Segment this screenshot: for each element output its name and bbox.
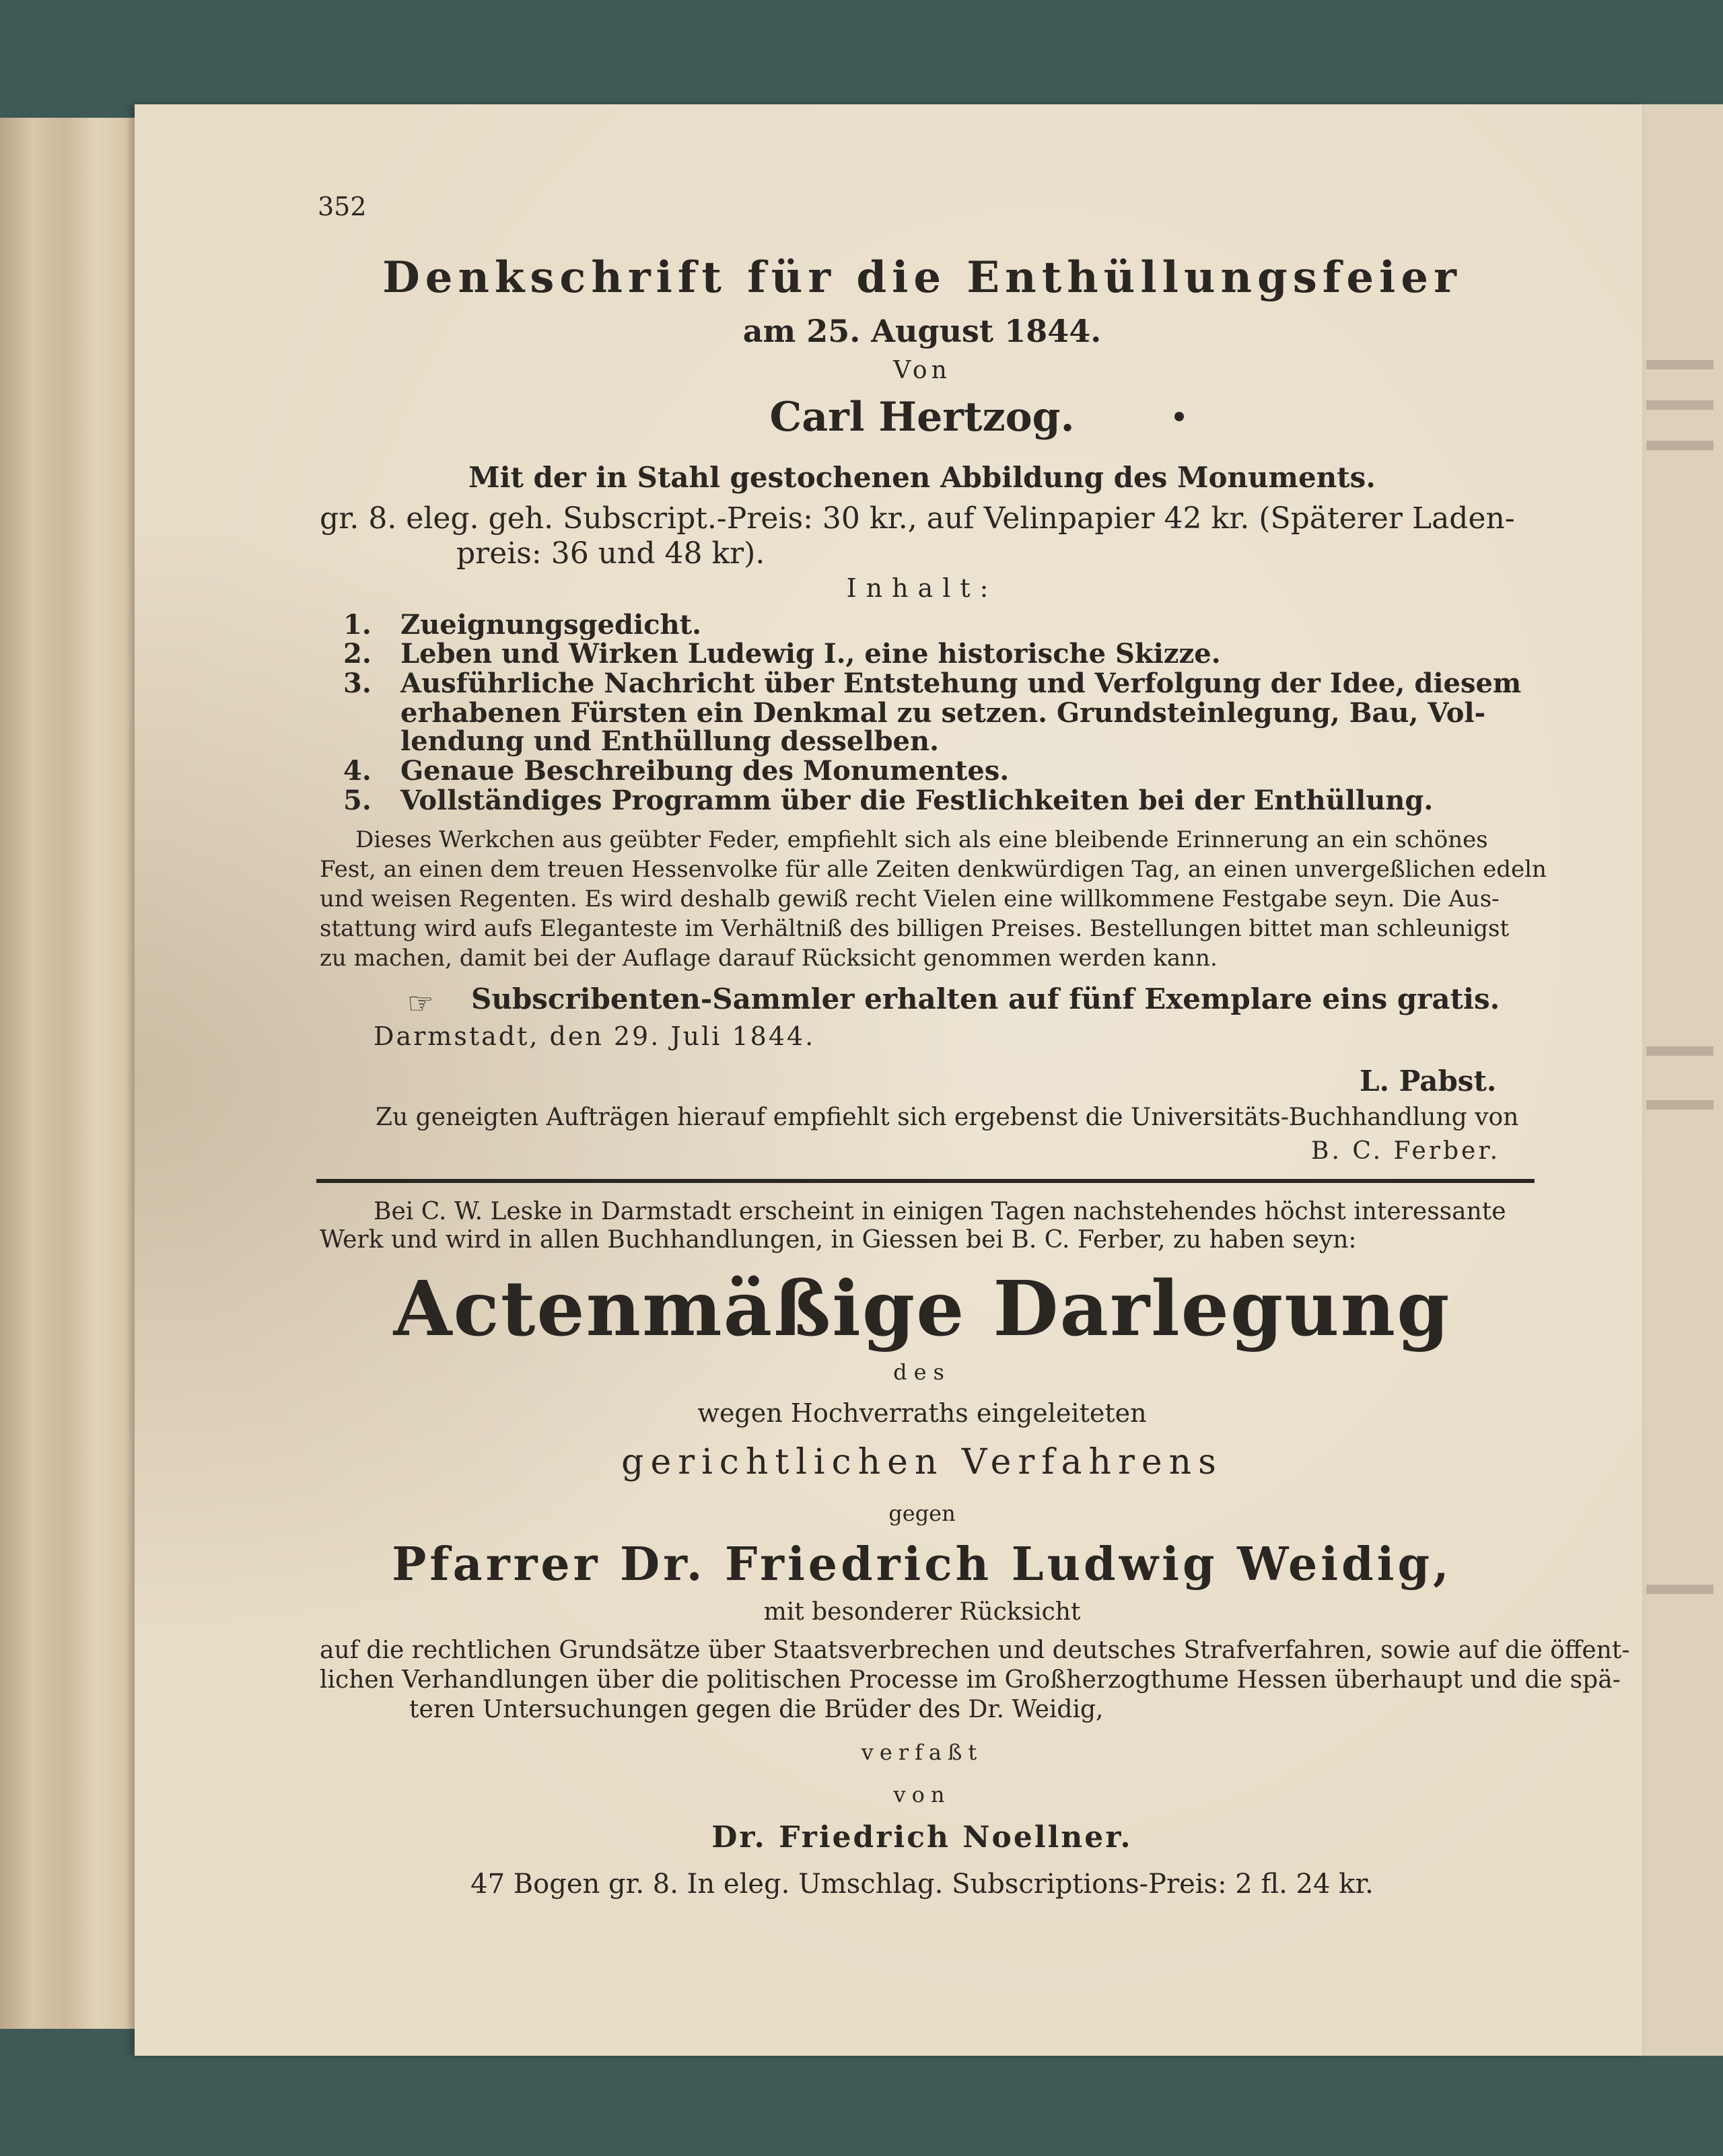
notice1-author: Carl Hertzog. — [769, 394, 1075, 441]
notice2-intro-line: Bei C. W. Leske in Darmstadt erscheint in einigen Tagen nachstehendes höchst interessante — [374, 1198, 1506, 1225]
notice1-by: Von — [893, 357, 951, 384]
contents-item: erhabenen Fürsten ein Denkmal zu setzen. Grundsteinlegung, Bau, Vol- — [400, 697, 1486, 729]
notice2-description-line: teren Untersuchungen gegen die Brüder des Dr. Weidig, — [409, 1696, 1104, 1723]
contents-number: 2. — [343, 638, 372, 670]
contents-number: 4. — [343, 755, 372, 787]
place-date: Darmstadt, den 29. Juli 1844. — [374, 1021, 816, 1051]
notice1-subtitle: Mit der in Stahl gestochenen Abbildung des Monuments. — [468, 461, 1376, 494]
bleed-through-mark — [1646, 400, 1714, 410]
notice2-verfahren: gerichtlichen Verfahrens — [621, 1442, 1223, 1482]
recommendation-line: Zu geneigten Aufträgen hierauf empfiehlt sich ergebenst die Universitäts-Buchhandlung von — [376, 1104, 1519, 1131]
subscribers-note: Subscribenten-Sammler erhalten auf fünf Exemplare eins gratis. — [471, 982, 1500, 1015]
contents-item: lendung und Enthüllung desselben. — [400, 725, 939, 757]
contents-number: 3. — [343, 668, 372, 699]
notice2-gegen: gegen — [888, 1501, 956, 1526]
ornament-dot — [1174, 412, 1184, 421]
notice2-wegen: wegen Hochverraths eingeleiteten — [697, 1398, 1147, 1428]
contents-item: Leben und Wirken Ludewig I., eine historische Skizze. — [400, 638, 1221, 670]
notice2-des: des — [893, 1359, 951, 1385]
bleed-through-mark — [1646, 441, 1714, 450]
notice1-price-line: preis: 36 und 48 kr). — [456, 536, 765, 571]
notice2-intro-line: Werk und wird in allen Buchhandlungen, in Giessen bei B. C. Ferber, zu haben seyn: — [320, 1226, 1357, 1254]
section-divider — [316, 1179, 1535, 1183]
notice2-title: Actenmäßige Darlegung — [393, 1265, 1451, 1353]
contents-item: Zueignungsgedicht. — [400, 609, 702, 641]
notice2-defendant: Pfarrer Dr. Friedrich Ludwig Weidig, — [392, 1538, 1452, 1591]
notice2-author: Dr. Friedrich Noellner. — [711, 1820, 1133, 1855]
bleed-through-mark — [1646, 1585, 1714, 1594]
notice2-price-footer: 47 Bogen gr. 8. In eleg. Umschlag. Subscriptions-Preis: 2 fl. 24 kr. — [470, 1869, 1374, 1900]
notice1-paragraph-line: zu machen, damit bei der Auflage darauf Rücksicht genommen werden kann. — [320, 945, 1218, 972]
contents-heading: Inhalt: — [846, 573, 998, 603]
contents-number: 5. — [343, 785, 372, 816]
page-number: 352 — [318, 192, 367, 221]
notice2-mit: mit besonderer Rücksicht — [763, 1598, 1081, 1626]
contents-item: Ausführliche Nachricht über Entstehung und Verfolgung der Idee, diesem — [400, 668, 1522, 699]
notice1-paragraph-line: Fest, an einen dem treuen Hessenvolke für alle Zeiten denkwürdigen Tag, an einen unvergeßlichen edeln — [320, 856, 1547, 883]
pointing-hand-icon: ☞ — [407, 986, 434, 1021]
contents-item: Vollständiges Programm über die Festlichkeiten bei der Enthüllung. — [400, 785, 1434, 816]
notice1-price-line: gr. 8. eleg. geh. Subscript.-Preis: 30 kr., auf Velinpapier 42 kr. (Späterer Laden- — [320, 501, 1515, 536]
notice2-von: von — [893, 1782, 951, 1807]
notice2-verfasst: verfaßt — [861, 1739, 983, 1765]
notice1-paragraph-line: stattung wird aufs Eleganteste im Verhältniß des billigen Preises. Bestellungen bittet man schleunigst — [320, 915, 1510, 942]
notice2-description-line: auf die rechtlichen Grundsätze über Staatsverbrechen und deutsches Strafverfahren, sowie auf die öffent- — [320, 1637, 1630, 1664]
notice1-paragraph-line: Dieses Werkchen aus geübter Feder, empfiehlt sich als eine bleibende Erinnerung an ein schönes — [355, 826, 1488, 853]
notice1-date: am 25. August 1844. — [742, 313, 1102, 349]
notice2-description-line: lichen Verhandlungen über die politischen Processe im Großherzogthume Hessen überhaupt und die spä- — [320, 1666, 1621, 1694]
bleed-through-mark — [1646, 1100, 1714, 1110]
notice1-paragraph-line: und weisen Regenten. Es wird deshalb gewiß recht Vielen eine willkommene Festgabe seyn. Die Aus- — [320, 886, 1500, 912]
notice1-title: Denkschrift für die Enthüllungsfeier — [382, 252, 1462, 303]
bleed-through-mark — [1646, 1046, 1714, 1056]
bleed-through-mark — [1646, 360, 1714, 369]
contents-number: 1. — [343, 609, 372, 641]
signature: L. Pabst. — [1360, 1065, 1497, 1098]
bookseller-name: B. C. Ferber. — [1311, 1137, 1501, 1165]
facing-page-edge — [1629, 104, 1723, 2056]
contents-item: Genaue Beschreibung des Monumentes. — [400, 755, 1010, 787]
